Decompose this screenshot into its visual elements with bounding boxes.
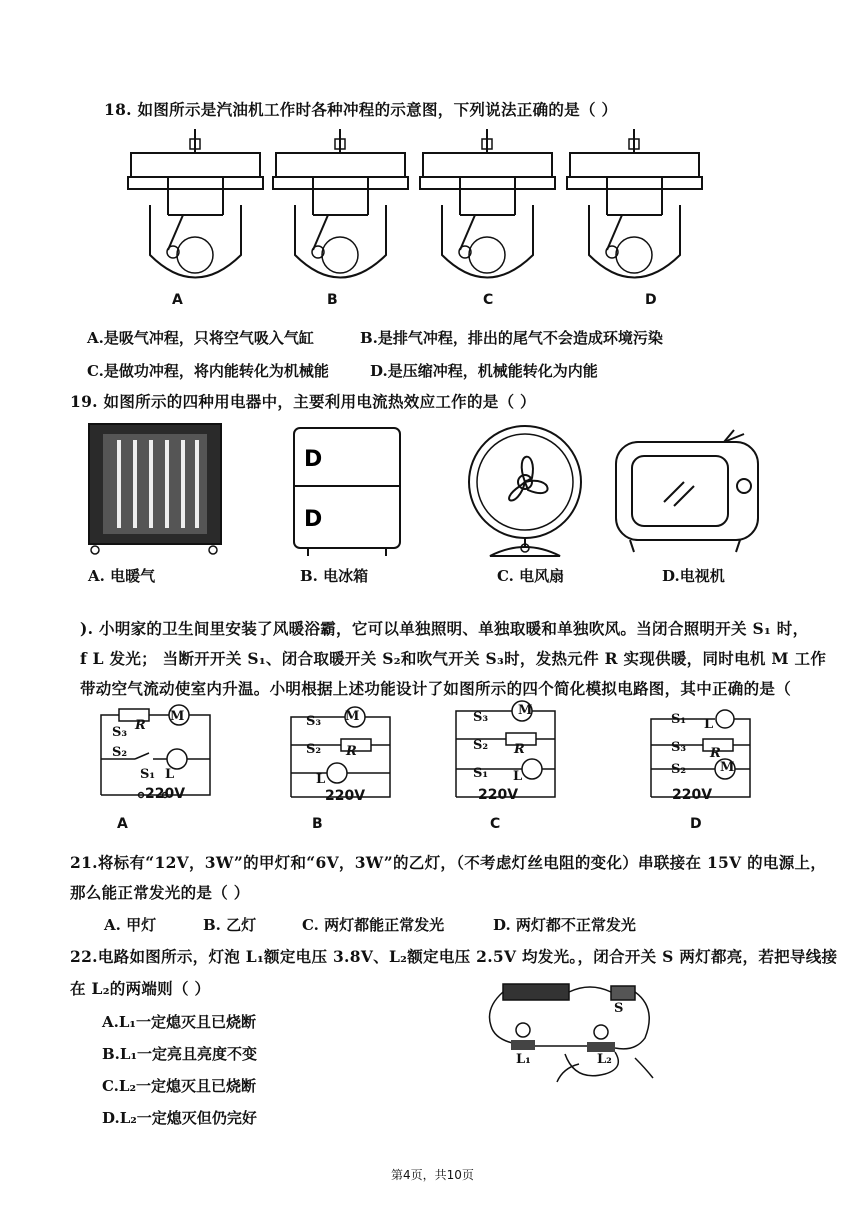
q20-line-3: 带动空气流动使室内升温。小明根据上述功能设计了如图所示的四个简化模拟电路图，其中正确的是（ [80, 679, 792, 698]
q22-line-1: 22.电路如图所示，灯泡 L₁额定电压 3.8V、L₂额定电压 2.5V 均发光。，闭合开关 S 两灯都亮，若把导线接 [70, 947, 838, 966]
q19-label-c: C. 电风扇 [497, 567, 565, 585]
circuit-d-s1: S₁ [671, 712, 687, 727]
engine-diagram-b [273, 125, 408, 290]
circuit-d-r: R [710, 746, 721, 761]
circuit-d-l: L [704, 717, 714, 732]
engine-diagram-c [420, 125, 555, 290]
electric-heater-image [85, 420, 225, 555]
circuit-c-l: L [513, 769, 523, 784]
q22-figure-l2: L₂ [597, 1052, 612, 1067]
refrigerator-image [290, 424, 405, 559]
q20-label-c: C [490, 816, 501, 832]
engine-diagram-a [128, 125, 263, 290]
q19-stem: 19. 如图所示的四种用电器中，主要利用电流热效应工作的是（ ） [70, 392, 536, 411]
svg-text:D: D [304, 507, 323, 532]
circuit-a-voltage: 220V [145, 786, 186, 802]
circuit-b-s3: S₃ [306, 714, 322, 729]
q19-label-b: B. 电冰箱 [300, 567, 369, 585]
circuit-c-s3: S₃ [473, 710, 489, 725]
circuit-c-r: R [514, 742, 525, 757]
q18-label-b: B [327, 292, 338, 308]
circuit-d-voltage: 220V [672, 787, 713, 803]
q22-option-d: D.L₂一定熄灭但仍完好 [102, 1109, 257, 1127]
q21-option-c: C. 两灯都能正常发光 [302, 916, 445, 934]
circuit-b-m: M [345, 709, 360, 724]
q18-stem: 18. 如图所示是汽油机工作时各种冲程的示意图，下列说法正确的是（ ） [104, 100, 618, 119]
q22-circuit-figure [485, 978, 660, 1088]
circuit-c-s2: S₂ [473, 738, 489, 753]
q19-label-a: A. 电暖气 [88, 567, 156, 585]
q22-figure-l1: L₁ [516, 1052, 531, 1067]
q18-label-c: C [483, 292, 494, 308]
circuit-a-s3: S₃ [112, 725, 128, 740]
circuit-d-m: M [720, 760, 735, 775]
q21-option-d: D. 两灯都不正常发光 [493, 916, 636, 934]
q18-option-c: C.是做功冲程，将内能转化为机械能 [87, 362, 329, 380]
q18-label-a: A [172, 292, 183, 308]
circuit-d-s3: S₃ [671, 740, 687, 755]
q21-line-2: 那么能正常发光的是（ ） [70, 883, 250, 902]
svg-text:D: D [304, 447, 323, 472]
q18-option-b: B.是排气冲程，排出的尾气不会造成环境污染 [360, 329, 663, 347]
circuit-b-s2: S₂ [306, 742, 322, 757]
q20-label-b: B [312, 816, 323, 832]
circuit-c-voltage: 220V [478, 787, 519, 803]
q22-figure-s: S [614, 1001, 624, 1016]
q20-line-2: f L 发光； 当断开开关 S₁、闭合取暖开关 S₂和吹气开关 S₃时，发热元件 R 实现供暖，同时电机 M 工作 [80, 649, 827, 668]
circuit-b-l: L [316, 772, 326, 787]
q22-option-a: A.L₁一定熄灭且已烧断 [102, 1013, 256, 1031]
circuit-c-m: M [518, 703, 533, 718]
q22-option-c: C.L₂一定熄灭且已烧断 [102, 1077, 257, 1095]
engine-diagram-d [567, 125, 702, 290]
circuit-a-s1: S₁ [140, 767, 156, 782]
q18-option-a: A.是吸气冲程，只将空气吸入气缸 [87, 329, 314, 347]
television-image [612, 424, 762, 554]
q18-option-d: D.是压缩冲程，机械能转化为内能 [370, 362, 598, 380]
circuit-a-r: R [135, 718, 146, 733]
q22-option-b: B.L₁一定亮且亮度不变 [102, 1045, 258, 1063]
q20-line-1: ). 小明家的卫生间里安装了风暖浴霸，它可以单独照明、单独取暖和单独吹风。当闭合照明开关 S₁ 时， [80, 619, 809, 638]
circuit-b-r: R [346, 744, 357, 759]
circuit-a-m: M [170, 709, 185, 724]
q20-label-a: A [117, 816, 128, 832]
circuit-a-s2: S₂ [112, 745, 128, 760]
q21-option-a: A. 甲灯 [104, 916, 157, 934]
q21-line-1: 21.将标有“12V，3W”的甲灯和“6V，3W”的乙灯，（不考虑灯丝电阻的变化）串联接在 15V 的电源上， [70, 853, 827, 872]
circuit-d-s2: S₂ [671, 762, 687, 777]
q22-line-2: 在 L₂的两端则（ ） [70, 979, 211, 998]
q20-label-d: D [690, 816, 702, 832]
page-footer: 第4页，共10页 [391, 1168, 474, 1182]
circuit-a-l: L [165, 767, 175, 782]
q18-label-d: D [645, 292, 657, 308]
circuit-b-voltage: 220V [325, 788, 366, 804]
circuit-c-s1: S₁ [473, 766, 489, 781]
q19-label-d: D.电视机 [662, 567, 725, 585]
q21-option-b: B. 乙灯 [203, 916, 257, 934]
electric-fan-image [458, 420, 593, 560]
